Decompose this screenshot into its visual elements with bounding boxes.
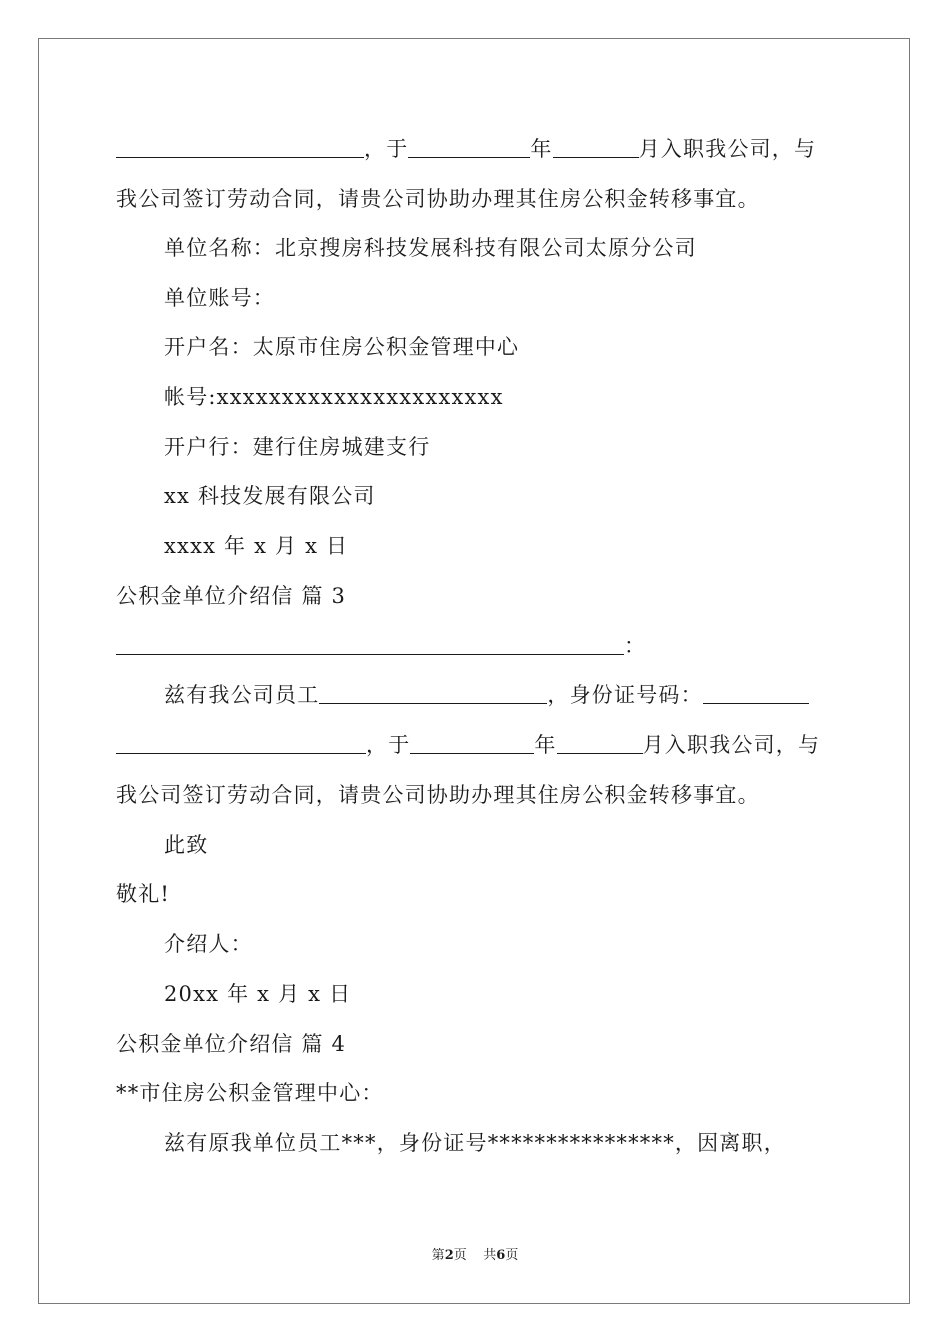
footer-text: 页 共	[453, 1248, 497, 1263]
account-number: 帐号:xxxxxxxxxxxxxxxxxxxxxx	[164, 385, 504, 409]
closing-jingli: 敬礼!	[116, 882, 171, 906]
blank-line	[553, 135, 639, 158]
text-segment: 年	[530, 137, 553, 161]
closing-cizhi: 此致	[164, 833, 209, 857]
intro-line-4: 兹有原我单位员工***，身份证号****************，因离职，	[164, 1131, 786, 1155]
text-segment: ，于	[364, 137, 409, 161]
paragraph-line-1	[116, 131, 816, 167]
paragraph-line-3	[116, 727, 820, 763]
paragraph-line-2: 我公司签订劳动合同，请贵公司协助办理其住房公积金转移事宜。	[116, 187, 760, 211]
date-2: 20xx 年 x 月 x 日	[164, 982, 352, 1006]
addressee-line	[116, 628, 646, 664]
text-segment: 年	[534, 733, 557, 757]
text-segment: 兹有我公司员工	[164, 683, 320, 707]
bank-name: 开户行：建行住房城建支行	[164, 435, 431, 459]
heading-section-3: 公积金单位介绍信 篇 3	[116, 584, 347, 608]
blank-line	[557, 731, 643, 754]
addressee-4: **市住房公积金管理中心：	[116, 1081, 384, 1105]
date-1: xxxx 年 x 月 x 日	[164, 534, 349, 558]
text-segment: ，于	[366, 733, 411, 757]
blank-line	[116, 632, 624, 655]
page-number: 2	[444, 1248, 454, 1263]
footer-text: 页	[505, 1248, 519, 1263]
intro-line-3	[164, 677, 809, 713]
text-segment: ：	[624, 634, 647, 658]
page-footer	[0, 1244, 950, 1263]
page-border	[38, 38, 910, 1304]
blank-line	[319, 681, 547, 704]
paragraph-line-4: 我公司签订劳动合同，请贵公司协助办理其住房公积金转移事宜。	[116, 783, 760, 807]
account-name: 开户名：太原市住房公积金管理中心	[164, 335, 520, 359]
blank-line	[410, 731, 534, 754]
text-segment: ，身份证号码：	[547, 683, 703, 707]
blank-line	[408, 135, 530, 158]
blank-line	[116, 135, 364, 158]
unit-name: 单位名称：北京搜房科技发展科技有限公司太原分公司	[164, 236, 697, 260]
text-segment: 月入职我公司，与	[642, 733, 821, 757]
unit-account: 单位账号：	[164, 286, 275, 310]
total-pages: 6	[496, 1248, 506, 1263]
blank-line	[116, 731, 366, 754]
footer-text: 第	[431, 1248, 445, 1263]
text-segment: 月入职我公司，与	[638, 137, 817, 161]
company-name: xx 科技发展有限公司	[164, 484, 376, 508]
blank-line	[703, 681, 809, 704]
introducer: 介绍人：	[164, 932, 253, 956]
heading-section-4: 公积金单位介绍信 篇 4	[116, 1032, 347, 1056]
